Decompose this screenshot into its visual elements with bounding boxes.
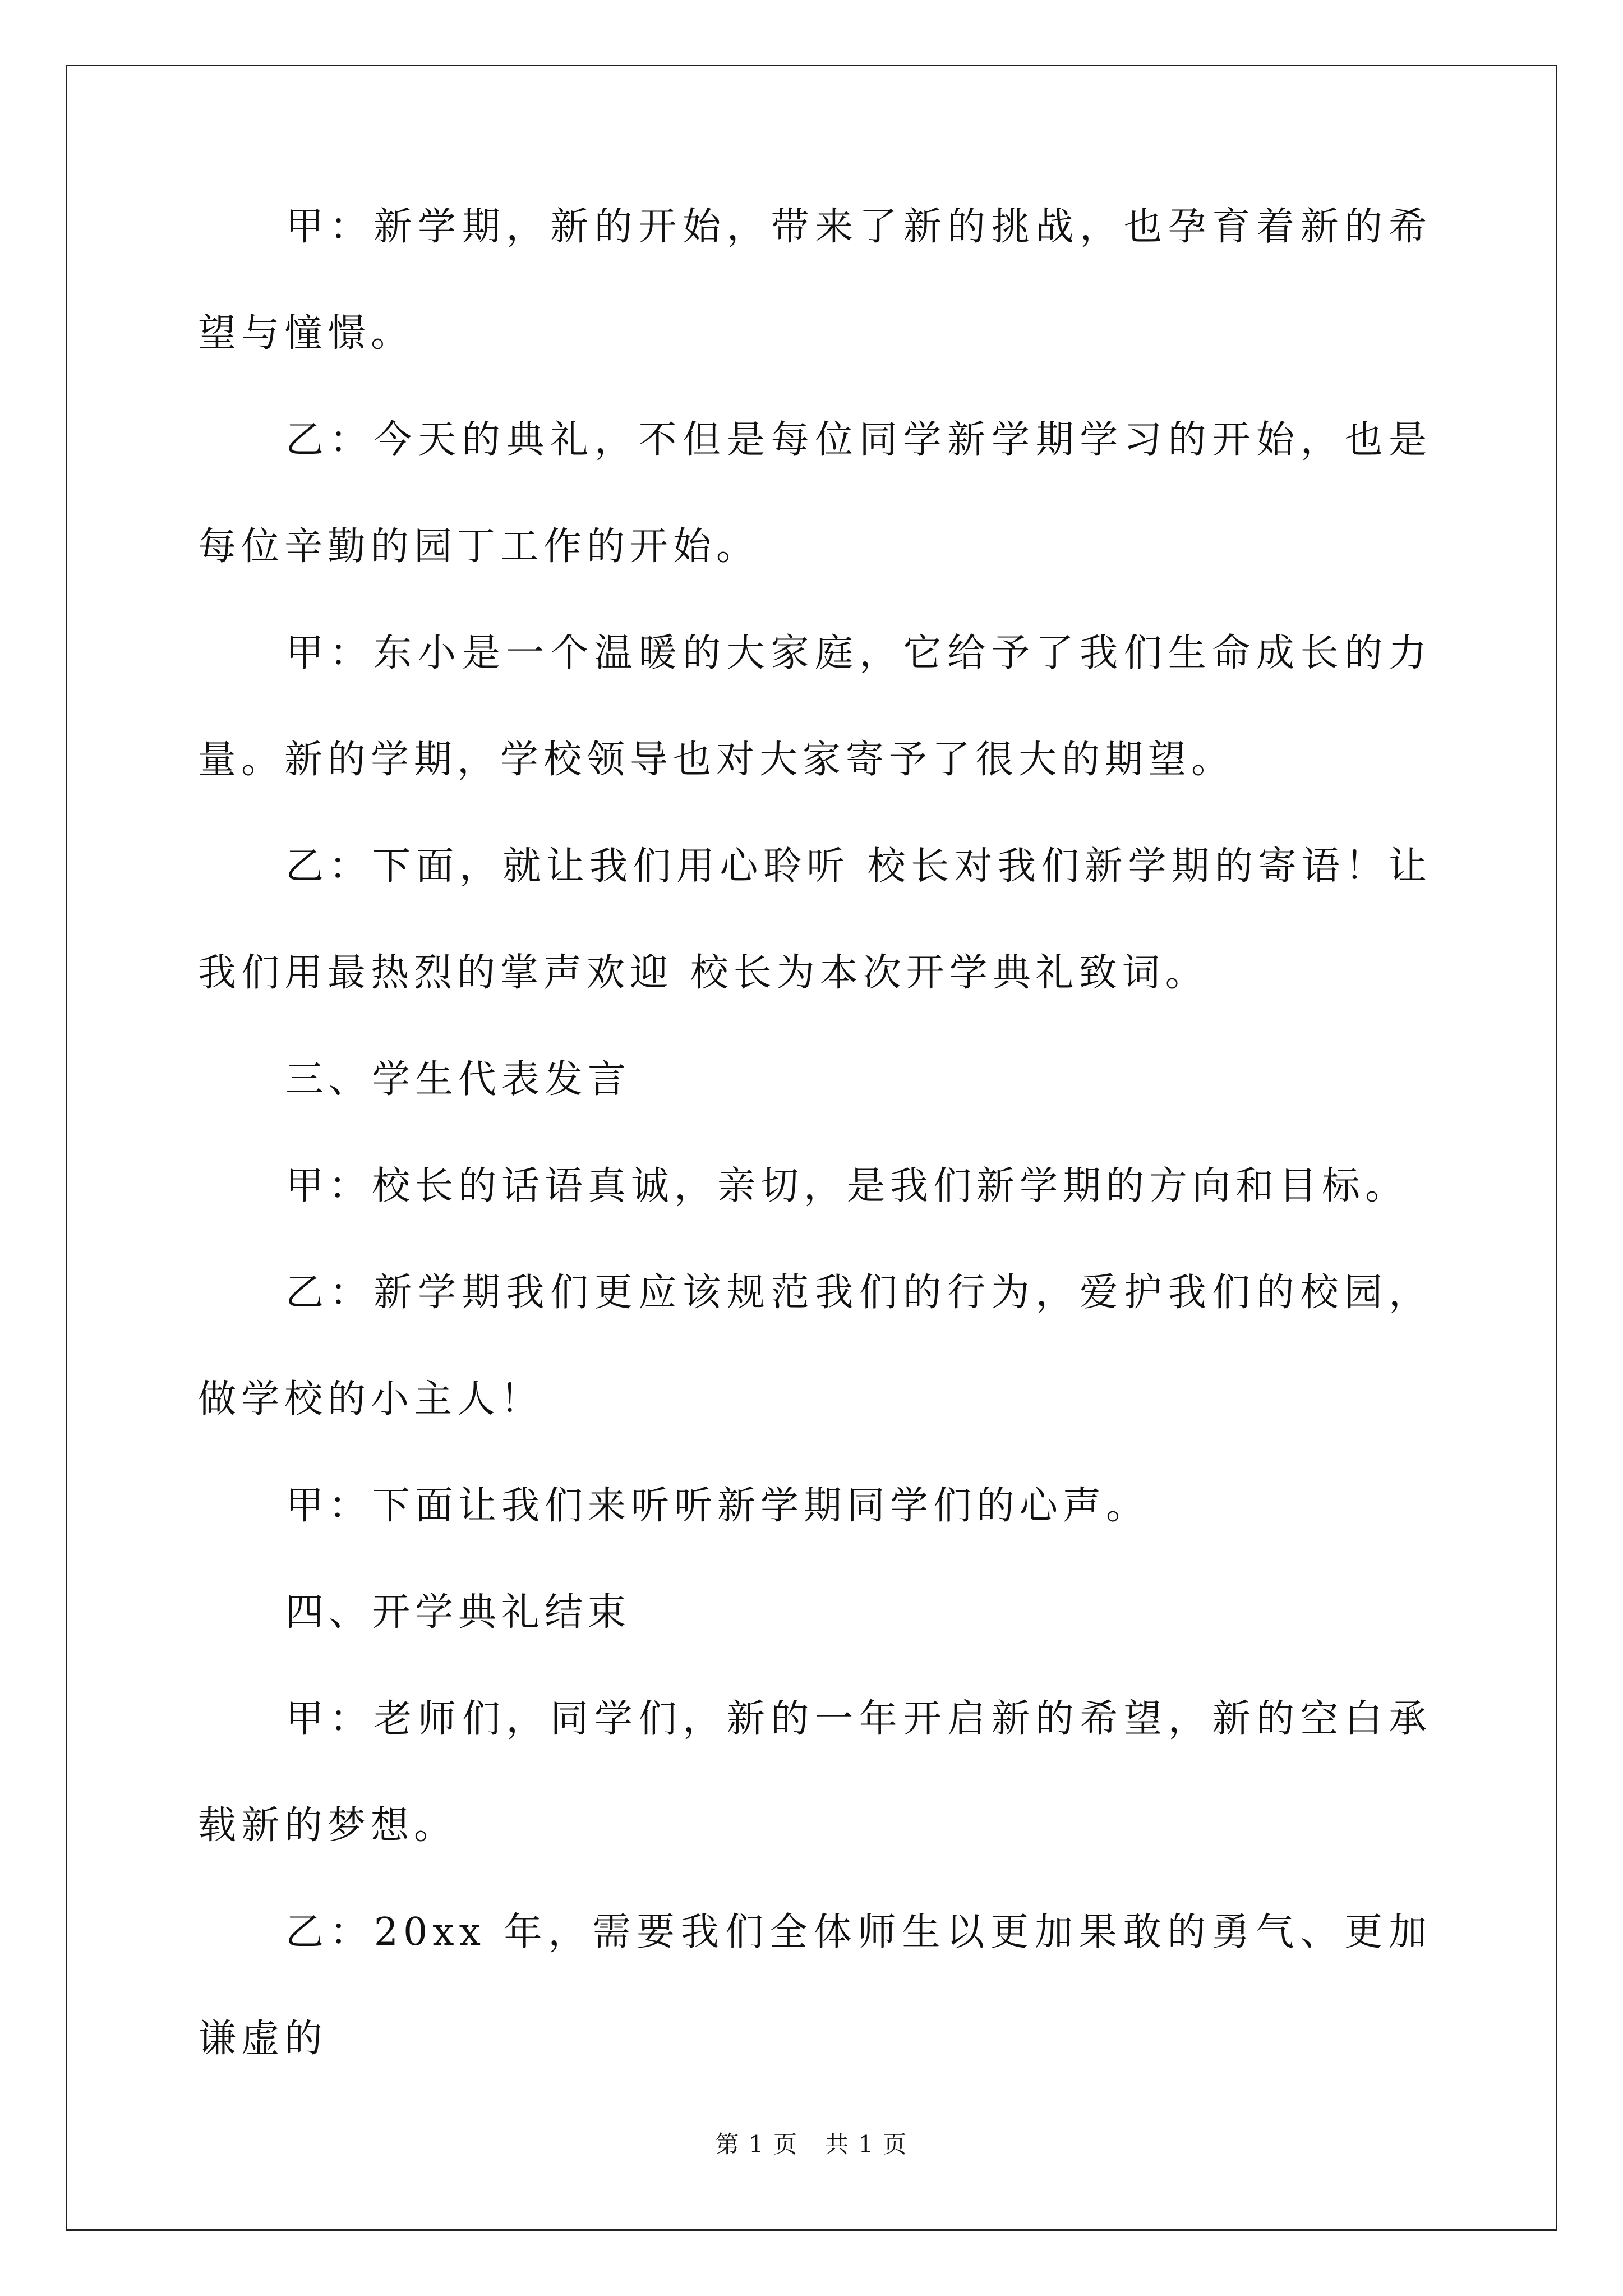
section-heading-3: 三、学生代表发言: [285, 1057, 631, 1102]
paragraph-6: 乙：新学期我们更应该规范我们的行为，爱护我们的校园，做学校的小主人！: [198, 1271, 1432, 1421]
paragraph-1: 甲：新学期，新的开始，带来了新的挑战，也孕育着新的希望与憧憬。: [198, 205, 1432, 356]
paragraph-2: 乙：今天的典礼，不但是每位同学新学期学习的开始，也是每位辛勤的园丁工作的开始。: [198, 418, 1432, 569]
page-number: 第 1 页: [715, 2131, 798, 2158]
paragraph-9: 乙：20xx 年，需要我们全体师生以更加果敢的勇气、更加谦虚的: [198, 1910, 1432, 2061]
paragraph-3: 甲：东小是一个温暖的大家庭，它给予了我们生命成长的力量。新的学期，学校领导也对大家寄予了很大的期望。: [198, 631, 1432, 782]
document-body: [198, 174, 1432, 2092]
paragraph-5: 甲：校长的话语真诚，亲切，是我们新学期的方向和目标。: [285, 1164, 1409, 1208]
paragraph-7: 甲：下面让我们来听听新学期同学们的心声。: [285, 1484, 1150, 1528]
page-footer: [0, 2128, 1623, 2161]
paragraph-4: 乙：下面，就让我们用心聆听 校长对我们新学期的寄语！让我们用最热烈的掌声欢迎 校长为本次开学典礼致词。: [198, 844, 1432, 995]
page-total: 共 1 页: [825, 2131, 908, 2158]
section-heading-4: 四、开学典礼结束: [285, 1590, 631, 1635]
paragraph-8: 甲：老师们，同学们，新的一年开启新的希望，新的空白承载新的梦想。: [198, 1697, 1432, 1848]
